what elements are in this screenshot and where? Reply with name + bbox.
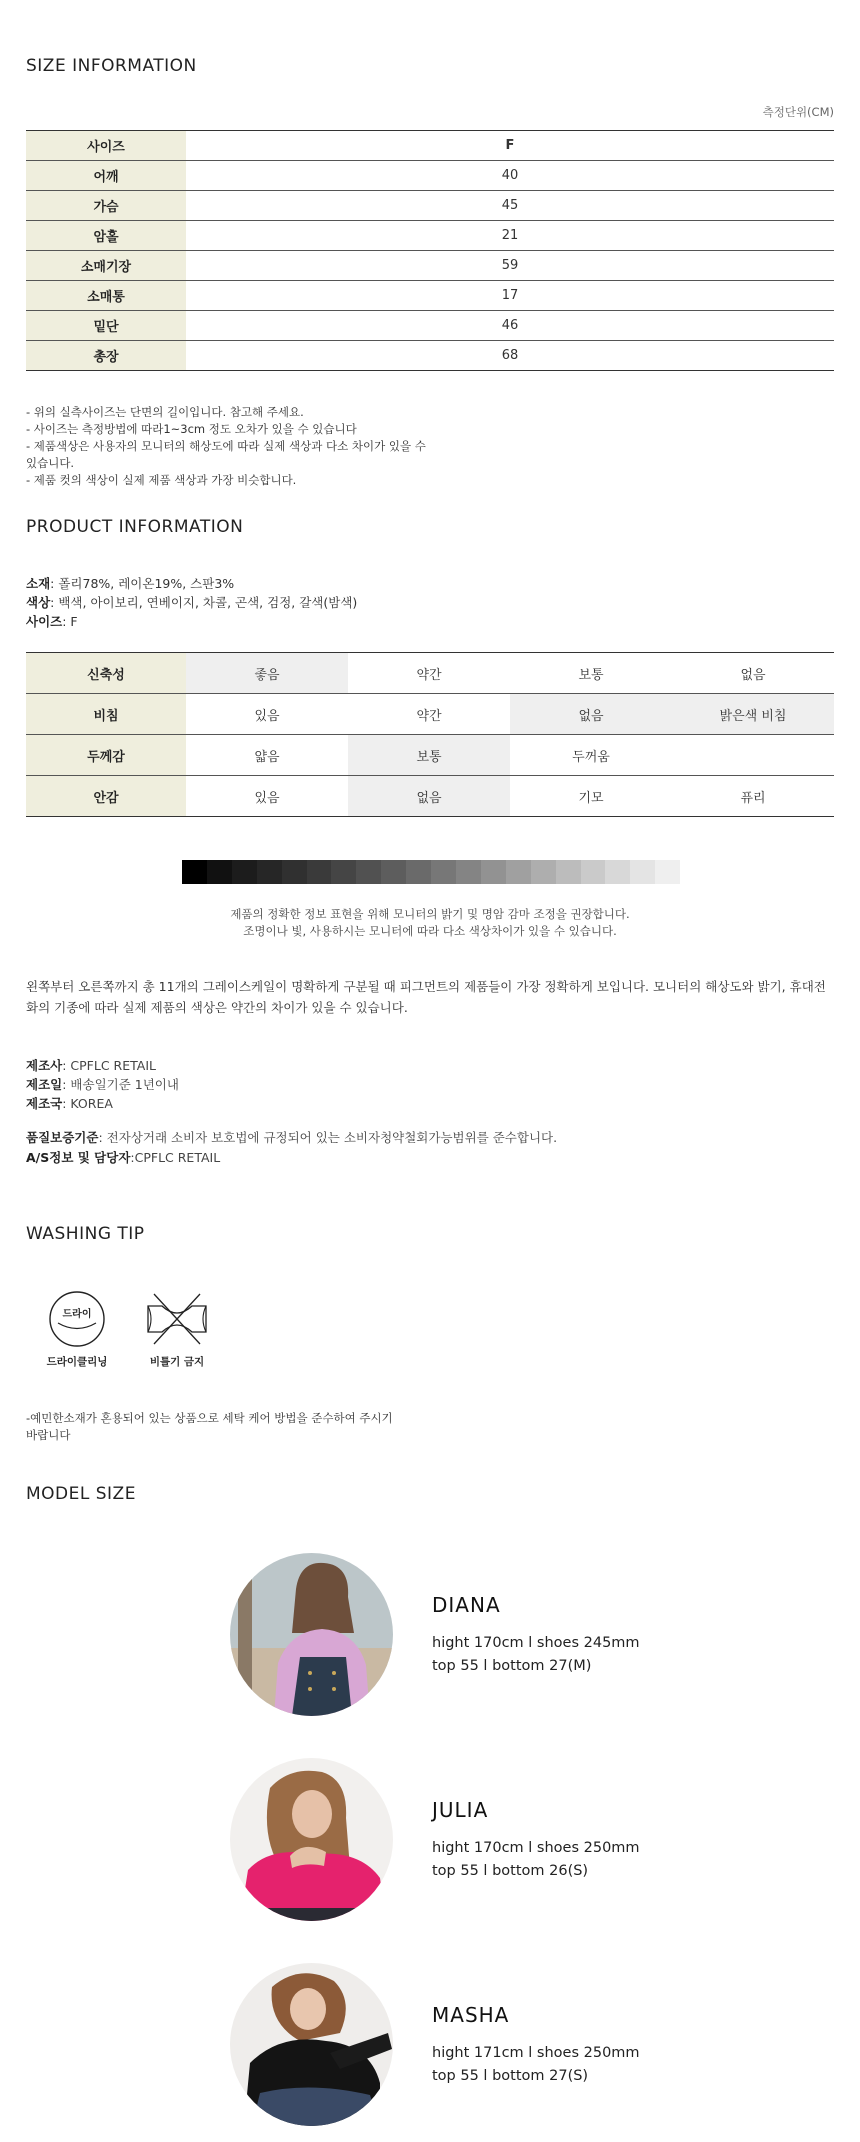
material-line: 소재: 폴리78%, 레이온19%, 스판3% [26,576,235,591]
model-measure-julia-1: hight 170cm l shoes 250mm [432,1840,640,1856]
washing-tip-title: WASHING TIP [26,1224,145,1244]
model-card-masha [230,1963,730,2128]
wash-label-no-wring: 비틀기 금지 [149,1356,205,1368]
model-name-diana: DIANA [432,1593,501,1617]
property-option: 보통 [578,667,604,683]
property-label: 신축성 [26,653,186,694]
model-card-diana [230,1553,730,1718]
property-option: 약간 [416,667,442,683]
manufacturer-info: 제조사: CPFLC RETAIL 제조일: 배송일기준 1년이내 제조국: KOREA [26,1058,179,1111]
size-row [26,191,834,221]
grayscale-swatch [356,860,381,884]
grayscale-swatch [655,860,680,884]
grayscale-swatch [331,860,356,884]
quality-info: 품질보증기준: 전자상거래 소비자 보호법에 규정되어 있는 소비자청약철회가능범위를 준수합니다. A/S정보 및 담당자:CPFLC RETAIL [26,1130,558,1165]
product-info-title: PRODUCT INFORMATION [26,517,244,537]
color-line: 색상: 백색, 아이보리, 연베이지, 차콜, 곤색, 검정, 갈색(밤색) [26,595,358,610]
grayscale-swatch [481,860,506,884]
model-measure-diana-2: top 55 l bottom 27(M) [432,1658,592,1674]
size-row [26,311,834,341]
grayscale-swatch [581,860,606,884]
wash-item-no-wring [140,1290,214,1369]
model-name-masha: MASHA [432,2003,510,2027]
size-row-value: 59 [501,258,519,273]
size-row-label: 밑단 [26,311,186,341]
grayscale-swatch [431,860,456,884]
grayscale-caption: 제품의 정확한 정보 표현을 위해 모니터의 밝기 및 명암 감마 조정을 권장합니다. 조명이나 빛, 사용하시는 모니터에 따라 다소 색상차이가 있을 수 있습니다. [230,907,630,938]
size-row [26,341,834,371]
property-option: 없음 [510,694,672,735]
property-option: 밝은색 비침 [672,694,834,735]
size-row [26,161,834,191]
model-card-julia [230,1758,730,1923]
grayscale-swatch [630,860,655,884]
grayscale-swatch [605,860,630,884]
size-note-line: - 제품색상은 사용자의 모니터의 해상도에 따라 실제 색상과 다소 차이가 있을 수 있습니다. [26,439,426,470]
property-option: 약간 [416,708,442,724]
size-row-label: 소매통 [26,281,186,311]
grayscale-swatch [531,860,556,884]
size-note-line: - 제품 컷의 색상이 실제 제품 색상과 가장 비슷합니다. [26,473,297,487]
grayscale-swatch [456,860,481,884]
property-row [26,653,834,694]
no-wring-icon [142,1290,212,1348]
model-photo-diana [230,1553,393,1716]
property-option: 없음 [740,667,766,683]
property-row [26,776,834,817]
grayscale-swatch [406,860,431,884]
property-option: 얇음 [254,749,280,765]
measure-unit: 측정단위(CM) [762,105,834,119]
svg-text:드라이: 드라이 [62,1309,92,1320]
model-measure-masha-2: top 55 l bottom 27(S) [432,2068,589,2084]
wash-label-dry-clean: 드라이클리닝 [46,1356,108,1368]
model-name-julia: JULIA [432,1798,489,1822]
fabric-property-table [26,652,834,817]
model-measure-julia-2: top 55 l bottom 26(S) [432,1863,589,1879]
wash-item-dry-clean [40,1290,114,1369]
size-note-line: - 위의 실측사이즈는 단면의 길이입니다. 참고해 주세요. [26,405,304,419]
grayscale-swatch [556,860,581,884]
model-measure-masha-1: hight 171cm l shoes 250mm [432,2045,640,2061]
grayscale-swatch [207,860,232,884]
property-label: 비침 [26,694,186,735]
washing-note: -예민한소재가 혼용되어 있는 상품으로 세탁 케어 방법을 준수하여 주시기 바랍니다 [26,1411,393,1442]
property-option: 없음 [348,776,510,817]
size-row-label: 가슴 [26,191,186,221]
property-option: 기모 [578,790,604,806]
property-option: 두꺼움 [572,749,610,765]
size-note-line: - 사이즈는 측정방법에 따라1~3cm 정도 오차가 있을 수 있습니다 [26,422,357,436]
property-option: 보통 [348,735,510,776]
product-spec-lines [26,574,357,631]
size-row-label: 어깨 [26,161,186,191]
size-row-label: 암홀 [26,221,186,251]
model-measure-diana-1: hight 170cm l shoes 245mm [432,1635,640,1651]
model-photo-julia [230,1758,393,1921]
property-option: 있음 [254,708,280,724]
size-row-label: 총장 [26,341,186,371]
size-row [26,281,834,311]
grayscale-swatch [182,860,207,884]
grayscale-bar [182,860,680,884]
grayscale-swatch [506,860,531,884]
dry-clean-icon [48,1290,106,1348]
size-row-value: F [505,138,515,153]
grayscale-swatch [232,860,257,884]
size-info-title: SIZE INFORMATION [26,56,197,76]
size-line: 사이즈: F [26,614,78,629]
size-row-value: 68 [501,348,519,363]
grayscale-swatch [307,860,332,884]
property-label: 두께감 [26,735,186,776]
property-row [26,694,834,735]
property-option: 있음 [254,790,280,806]
size-row [26,131,834,161]
size-row [26,221,834,251]
grayscale-swatch [257,860,282,884]
size-row-label: 소매기장 [26,251,186,281]
size-row-label: 사이즈 [26,131,186,161]
size-row-value: 21 [501,228,519,243]
property-option: 좋음 [186,653,348,694]
size-row [26,251,834,281]
grayscale-swatch [381,860,406,884]
property-option [672,735,834,776]
size-row-value: 17 [501,288,519,303]
size-row-value: 45 [501,198,519,213]
size-row-value: 46 [501,318,519,333]
monitor-note: 왼쪽부터 오른쪽까지 총 11개의 그레이스케일이 명확하게 구분될 때 피그먼트의 제품들이 가장 정확하게 보입니다. 모니터의 해상도와 밝기, 휴대전화의 기종에 따라 실제 제품의 색상은 약간의 차이가 있을 수 있습니다. [26,979,826,1015]
grayscale-swatch [282,860,307,884]
size-row-value: 40 [501,168,519,183]
model-photo-masha [230,1963,393,2126]
property-label: 안감 [26,776,186,817]
model-size-title: MODEL SIZE [26,1484,136,1504]
size-notes [26,404,446,489]
property-option: 퓨리 [740,790,766,806]
size-table [26,130,834,371]
property-row [26,735,834,776]
